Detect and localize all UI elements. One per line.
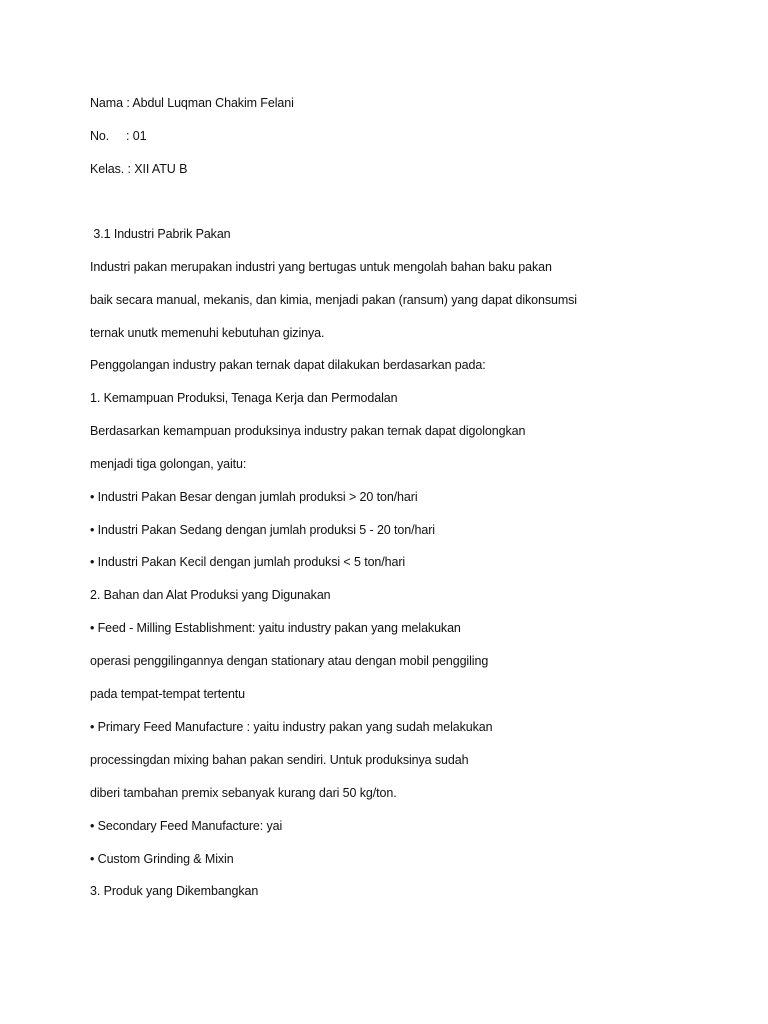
paragraph-line: processingdan mixing bahan pakan sendiri. Untuk produksinya sudah: [90, 753, 469, 767]
bullet-item: • Industri Pakan Besar dengan jumlah produksi > 20 ton/hari: [90, 490, 418, 504]
bullet-item: • Primary Feed Manufacture : yaitu industry pakan yang sudah melakukan: [90, 720, 493, 734]
student-number: No. : 01: [90, 129, 147, 143]
paragraph-line: pada tempat-tempat tertentu: [90, 687, 246, 701]
paragraph-line: baik secara manual, mekanis, dan kimia, menjadi pakan (ransum) yang dapat dikonsumsi: [90, 293, 577, 307]
bullet-item: • Industri Pakan Kecil dengan jumlah produksi < 5 ton/hari: [90, 555, 406, 569]
student-class: Kelas. : XII ATU B: [90, 162, 188, 176]
subheading: 1. Kemampuan Produksi, Tenaga Kerja dan Permodalan: [90, 391, 398, 405]
paragraph-line: menjadi tiga golongan, yaitu:: [90, 457, 247, 471]
bullet-item: • Secondary Feed Manufacture: yai: [90, 819, 283, 833]
paragraph-line: Industri pakan merupakan industri yang bertugas untuk mengolah bahan baku pakan: [90, 260, 552, 274]
subheading: 2. Bahan dan Alat Produksi yang Digunakan: [90, 588, 331, 602]
section-title: 3.1 Industri Pabrik Pakan: [90, 227, 231, 241]
paragraph-line: Penggolangan industry pakan ternak dapat dilakukan berdasarkan pada:: [90, 358, 486, 372]
paragraph-line: diberi tambahan premix sebanyak kurang dari 50 kg/ton.: [90, 786, 397, 800]
bullet-item: • Industri Pakan Sedang dengan jumlah produksi 5 - 20 ton/hari: [90, 523, 435, 537]
student-name: Nama : Abdul Luqman Chakim Felani: [90, 96, 294, 110]
bullet-item: • Feed - Milling Establishment: yaitu industry pakan yang melakukan: [90, 621, 461, 635]
paragraph-line: Berdasarkan kemampuan produksinya industry pakan ternak dapat digolongkan: [90, 424, 526, 438]
bullet-item: • Custom Grinding & Mixin: [90, 852, 234, 866]
paragraph-line: ternak unutk memenuhi kebutuhan gizinya.: [90, 326, 325, 340]
subheading: 3. Produk yang Dikembangkan: [90, 884, 259, 898]
paragraph-line: operasi penggilingannya dengan stationary atau dengan mobil penggiling: [90, 654, 489, 668]
